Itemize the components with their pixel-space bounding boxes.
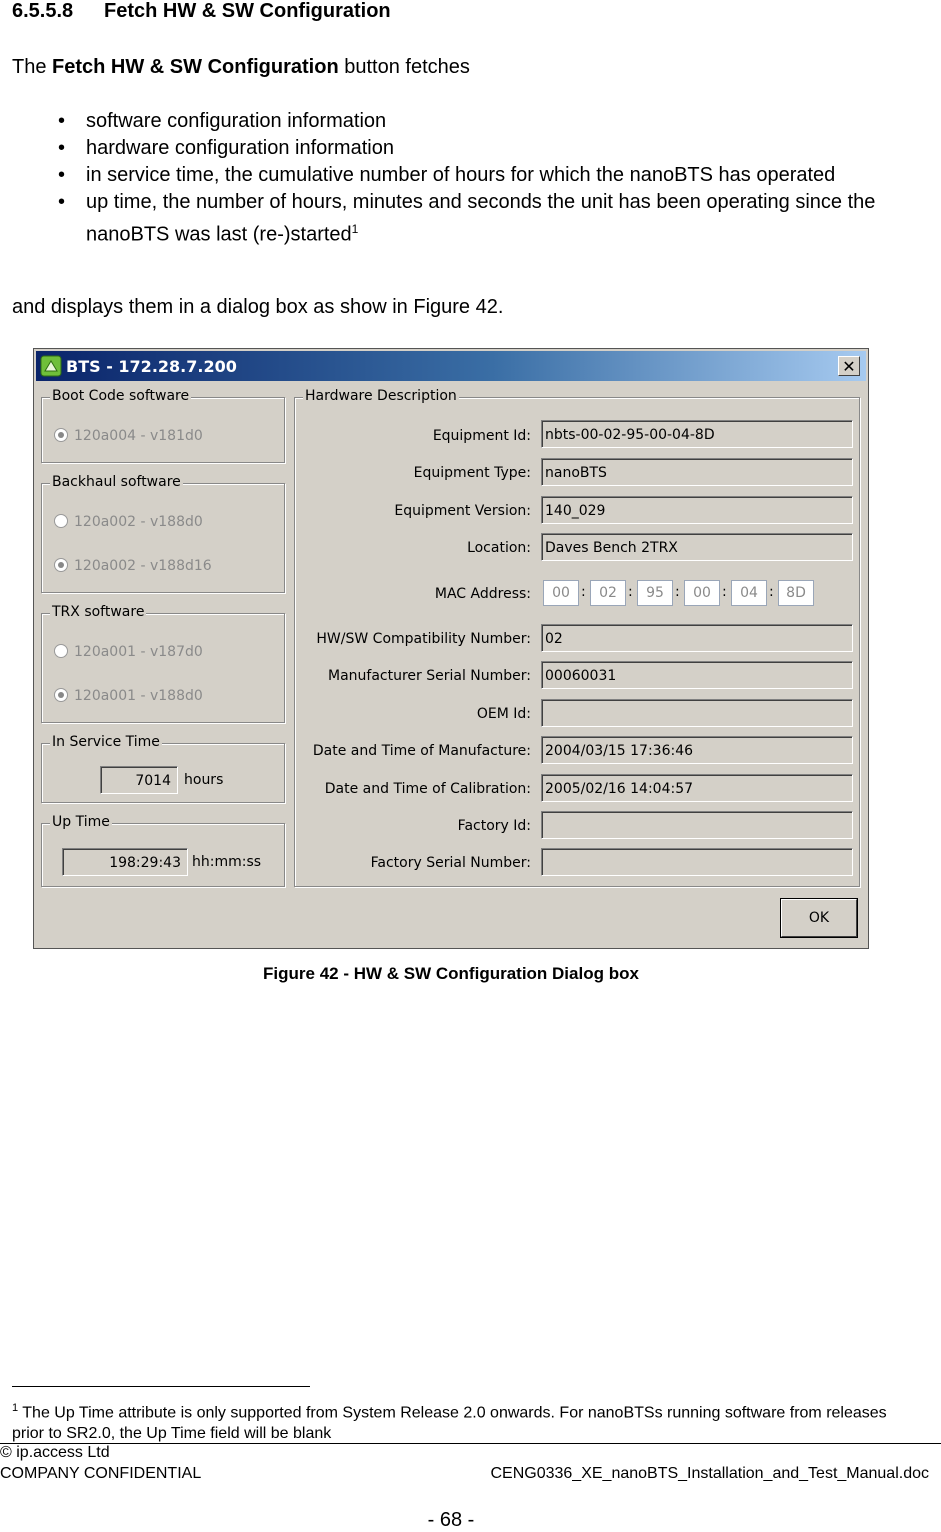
outro-paragraph: and displays them in a dialog box as show in Figure 42. [12,296,504,318]
dialog-titlebar[interactable] [36,351,866,381]
boot-code-group [41,388,285,463]
footnote-text: The Up Time attribute is only supported from System Release 2.0 onwards. For nanoBTSs running software from releases prior to SR2.0, the Up Time field will be blank [12,1404,887,1443]
mac-octet-input[interactable]: 95 [637,580,673,606]
hardware-legend: Hardware Description [305,388,457,404]
section-number: 6.5.5.8 [12,0,74,22]
up-time-field: 198:29:43 [62,848,188,876]
backhaul-group [41,474,285,593]
up-time-group [41,814,285,887]
trx-legend: TRX software [52,604,145,620]
trx-option-0[interactable] [54,644,203,660]
section-heading [12,0,391,23]
equipment-id-label: Equipment Id: [432,428,531,444]
footnote [12,1398,912,1444]
radio-selected-icon [54,558,68,572]
intro-prefix: The [12,56,53,78]
in-service-group [41,734,285,803]
compat-label: HW/SW Compatibility Number: [316,631,531,647]
intro-suffix: button fetches [338,56,470,78]
equipment-version-field: 140_029 [541,496,853,524]
factory-id-field [541,811,853,839]
list-item-text: in service time, the cumulative number of hours for which the nanoBTS has operated [86,164,836,186]
option-label: 120a001 - v187d0 [74,644,203,660]
radio-selected-icon [54,688,68,702]
boot-code-legend: Boot Code software [52,388,190,404]
radio-selected-icon [54,428,68,442]
equipment-id-field: nbts-00-02-95-00-04-8D [541,420,853,448]
oem-id-field [541,699,853,727]
bullet-list [12,108,912,249]
radio-icon [54,514,68,528]
equipment-type-field: nanoBTS [541,458,853,486]
bullet-marker: • [58,164,66,186]
list-item [12,162,912,189]
app-icon [40,355,62,377]
option-label: 120a001 - v188d0 [74,688,203,704]
option-label: 120a002 - v188d0 [74,514,203,530]
footer-divider [0,1443,941,1444]
factory-serial-field [541,848,853,876]
mfr-serial-field: 00060031 [541,661,853,689]
config-dialog [33,348,869,949]
figure-caption: Figure 42 - HW & SW Configuration Dialog box [263,964,639,983]
option-label: 120a002 - v188d16 [74,558,212,574]
factory-serial-label: Factory Serial Number: [370,855,531,871]
up-time-legend: Up Time [52,814,110,830]
list-item [12,189,912,249]
dialog-title: BTS - 172.28.7.200 [66,357,237,376]
mac-octet-input[interactable]: 8D [778,580,814,606]
mac-octet-input[interactable]: 00 [543,580,579,606]
footer-doc-name: CENG0336_XE_nanoBTS_Installation_and_Test_Manual.doc [490,1465,929,1482]
up-time-unit: hh:mm:ss [192,854,262,870]
backhaul-option-1[interactable] [54,558,212,574]
footer-copyright: © ip.access Ltd [0,1444,110,1461]
backhaul-legend: Backhaul software [52,474,181,490]
date-mfr-field: 2004/03/15 17:36:46 [541,736,853,764]
bullet-marker: • [58,137,66,159]
factory-id-label: Factory Id: [457,818,531,834]
page-number: - 68 - [427,1509,475,1531]
section-title: Fetch HW & SW Configuration [104,0,391,22]
location-label: Location: [467,540,531,556]
mac-separator: : [722,584,727,600]
close-button[interactable]: ✕ [838,356,860,376]
hardware-group [294,388,860,887]
footer-confidential: COMPANY CONFIDENTIAL [0,1465,202,1482]
oem-id-label: OEM Id: [476,706,531,722]
mac-octet-input[interactable]: 00 [684,580,720,606]
backhaul-option-0[interactable] [54,514,203,530]
equipment-version-label: Equipment Version: [394,503,531,519]
bullet-marker: • [58,110,66,132]
list-item-text: hardware configuration information [86,137,394,159]
in-service-legend: In Service Time [52,734,160,750]
list-item [12,108,912,135]
mfr-serial-label: Manufacturer Serial Number: [327,668,531,684]
footnote-number: 1 [12,1402,19,1414]
intro-bold: Fetch HW & SW Configuration [52,56,339,78]
mac-separator: : [769,584,774,600]
footnote-ref[interactable]: 1 [351,222,359,236]
option-label: 120a004 - v181d0 [74,428,203,444]
ok-button[interactable]: OK [781,899,857,937]
date-mfr-label: Date and Time of Manufacture: [312,743,531,759]
mac-separator: : [675,584,680,600]
mac-octet-input[interactable]: 02 [590,580,626,606]
bullet-marker: • [58,191,66,213]
mac-octet-input[interactable]: 04 [731,580,767,606]
list-item-text: up time, the number of hours, minutes and seconds the unit has been operating since the nanoBTS was last (re-)started [86,191,876,246]
footnote-divider [12,1386,310,1387]
mac-address-label: MAC Address: [434,586,531,602]
radio-icon [54,644,68,658]
trx-option-1[interactable] [54,688,203,704]
equipment-type-label: Equipment Type: [413,465,531,481]
location-field: Daves Bench 2TRX [541,533,853,561]
in-service-unit: hours [184,772,224,788]
mac-separator: : [581,584,586,600]
trx-group [41,604,285,723]
list-item-text: software configuration information [86,110,387,132]
compat-field: 02 [541,624,853,652]
in-service-field: 7014 [100,766,178,794]
list-item [12,135,912,162]
boot-code-option-0[interactable] [54,428,203,444]
mac-separator: : [628,584,633,600]
date-cal-label: Date and Time of Calibration: [324,781,531,797]
date-cal-field: 2005/02/16 14:04:57 [541,774,853,802]
intro-paragraph [12,56,470,79]
